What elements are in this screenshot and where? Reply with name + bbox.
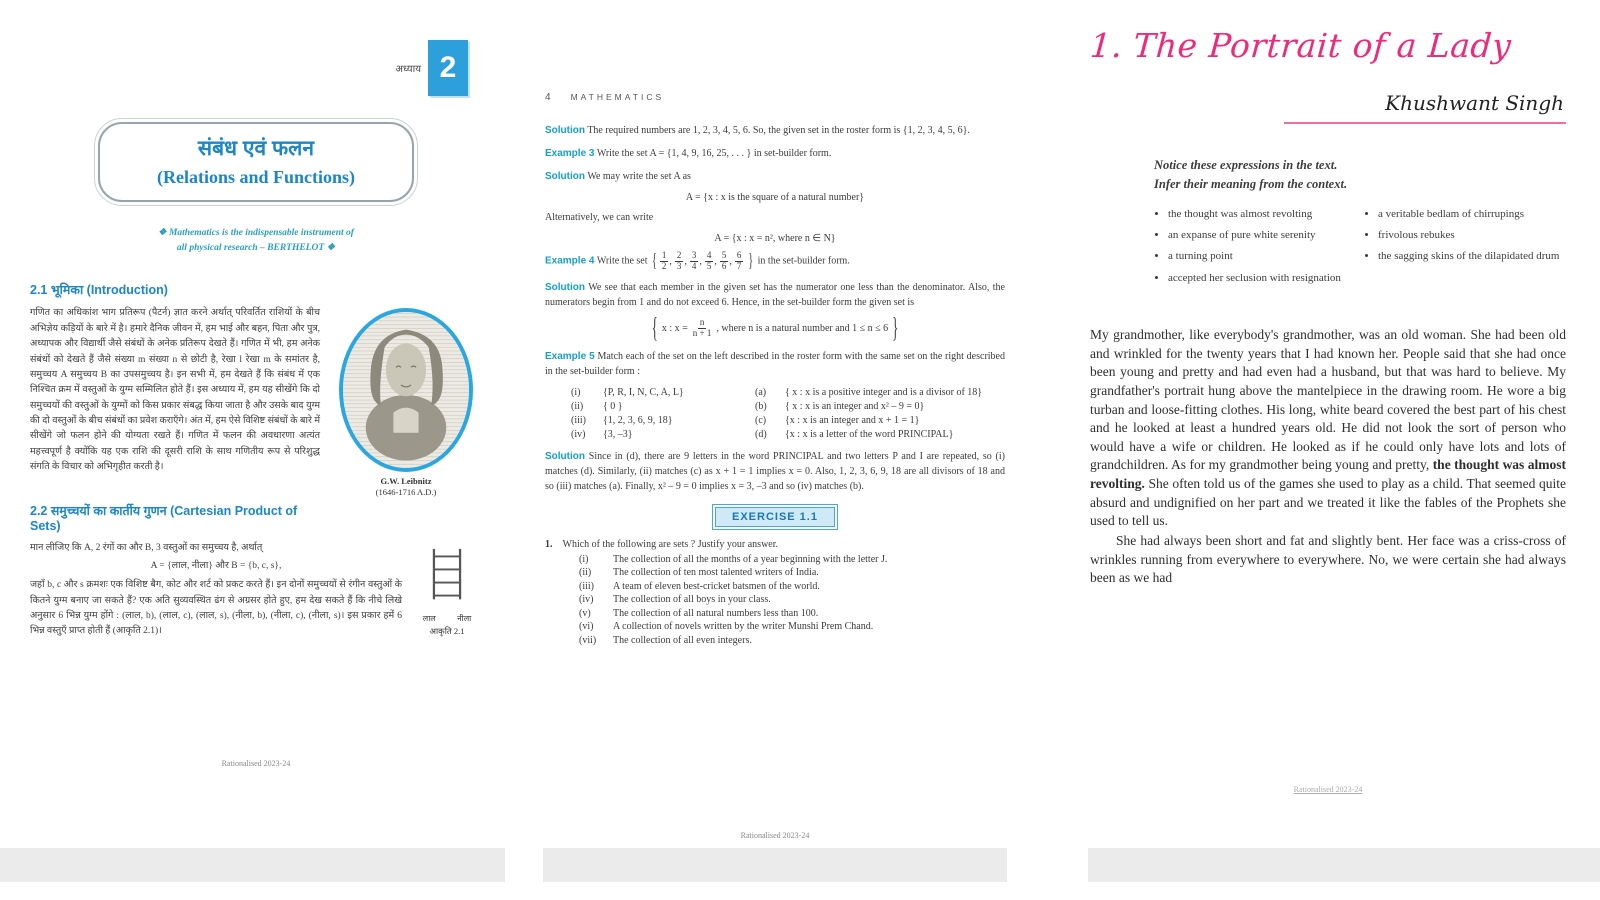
solution-3-intro — [545, 169, 1005, 184]
match-row — [571, 429, 1005, 440]
equation-lhs: x : x = — [661, 322, 688, 334]
close-brace: } — [892, 310, 899, 344]
footer-left-page: Rationalised 2023-24 — [221, 759, 291, 768]
page-hindi-maths — [30, 20, 482, 768]
expression-item: • the sagging skins of the dilapidated drum — [1378, 249, 1566, 264]
question-subitem — [579, 635, 1005, 646]
quote-line-1: ❖ Mathematics is the indispensable instrument of — [158, 228, 354, 238]
portrait-caption-name: G.W. Leibnitz — [380, 476, 432, 487]
paragraph-1-bold-phrase: the thought was almost revolting. — [1090, 457, 1566, 492]
solution-5-paragraph — [545, 449, 1005, 494]
match-letter: (d) — [755, 428, 767, 440]
chapter-title-box — [98, 122, 414, 202]
portrait-figure — [330, 308, 482, 498]
match-letter: (c) — [755, 414, 767, 426]
question-1-subitems — [579, 554, 1005, 646]
next-page-edge-middle — [543, 848, 1007, 882]
figure-label-blue: नीला — [457, 613, 472, 623]
example-4-prefix: Write the set — [596, 255, 648, 267]
solution-label: Solution — [545, 125, 585, 136]
running-head-title: MATHEMATICS — [570, 92, 665, 102]
example-4-suffix: in the set-builder form. — [757, 255, 850, 267]
example-4-line — [545, 251, 1005, 272]
figure-2-1-caption: आकृति 2.1 — [429, 625, 465, 636]
page-english-maths — [545, 92, 1005, 840]
story-paragraph-2: She had always been short and fat and slightly bent. Her face was a criss-cross of wrinkles running from everywhere to everywhere. No, we were certain she had always been as we had — [1090, 532, 1566, 586]
epigraph-quote — [30, 226, 482, 255]
question-subitem — [579, 621, 1005, 632]
story-title: 1. The Portrait of a Lady — [1088, 26, 1513, 65]
example-5-text: Match each of the set on the left described in the roster form with the same set on the right described in the set-builder form : — [545, 350, 1005, 377]
solution-label: Solution — [545, 171, 585, 182]
chapter-label: अध्याय — [395, 64, 421, 75]
story-body — [1090, 326, 1566, 588]
figure-2-1-labels — [412, 613, 482, 624]
match-roman-numeral: (i) — [571, 386, 581, 398]
example-5-match-table — [571, 387, 1005, 440]
expressions-lists — [1156, 207, 1566, 293]
fraction-denominator: n + 1 — [692, 328, 712, 339]
figure-2-1-image — [419, 545, 475, 607]
match-set-builder: {x : x is a letter of the word PRINCIPAL} — [785, 428, 954, 440]
question-subitem — [579, 554, 1005, 565]
exercise-1-1-heading: EXERCISE 1.1 — [715, 507, 835, 527]
subitem-text: A team of eleven best-cricket batsmen of the world. — [613, 580, 820, 592]
section-2-2-heading: 2.2 समुच्चयों का कार्तीय गुणन (Cartesian Product of Sets) — [30, 503, 298, 533]
fraction-numerator: n — [699, 316, 705, 327]
example-3-line — [545, 146, 1005, 161]
fraction: $\frac{2}{3}$ — [676, 250, 682, 272]
solution-label: Solution — [545, 450, 585, 462]
solution-3-text: We may write the set A as — [587, 171, 691, 182]
solution-3-equation-2: A = {x : x = n², where n ∈ N} — [714, 233, 836, 244]
chapter-title-hindi: संबंध एवं फलन — [197, 137, 315, 160]
running-header — [545, 92, 1005, 103]
subitem-numeral: (vii) — [579, 634, 597, 646]
subitem-text: The collection of all natural numbers less than 100. — [613, 607, 819, 619]
next-page-edge-right — [1088, 848, 1600, 882]
fraction: $\frac{6}{7}$ — [736, 250, 742, 272]
leibnitz-portrait-image — [339, 308, 473, 472]
solution-4-display-equation — [545, 310, 1005, 344]
fraction: $\frac{1}{2}$ — [661, 250, 667, 272]
expression-item: • the thought was almost revolting — [1168, 207, 1356, 222]
figure-2-1 — [412, 545, 482, 637]
open-brace: { — [651, 310, 658, 344]
question-subitem — [579, 581, 1005, 592]
match-roman-numeral: (ii) — [571, 400, 584, 412]
expressions-column-2 — [1366, 207, 1566, 293]
solution-3-equation-1: A = {x : x is the square of a natural number} — [685, 192, 865, 203]
cartesian-product-block — [30, 541, 482, 640]
portrait-caption-years: (1646-1716 A.D.) — [375, 487, 437, 498]
question-subitem — [579, 608, 1005, 619]
subitem-numeral: (vi) — [579, 621, 594, 633]
notice-line-2: Infer their meaning from the context. — [1154, 176, 1348, 191]
match-row — [571, 415, 1005, 426]
match-set-builder: { x : x is an integer and x² – 9 = 0} — [785, 400, 925, 412]
example-3-text: Write the set A = {1, 4, 9, 16, 25, . . . } in set-builder form. — [596, 148, 832, 159]
subitem-text: The collection of ten most talented writers of India. — [613, 567, 819, 579]
match-row — [571, 387, 1005, 398]
expression-item: • a veritable bedlam of chirrupings — [1378, 207, 1566, 222]
fraction: $\frac{4}{5}$ — [706, 250, 712, 272]
question-subitem — [579, 567, 1005, 578]
expression-item: • an expanse of pure white serenity — [1168, 228, 1356, 243]
match-roman-numeral: (iv) — [571, 428, 586, 440]
example-5-label: Example 5 — [545, 350, 595, 362]
match-set-builder: { x : x is a positive integer and is a divisor of 18} — [785, 386, 983, 398]
question-subitem — [579, 594, 1005, 605]
subitem-numeral: (v) — [579, 607, 591, 619]
subitem-numeral: (ii) — [579, 567, 592, 579]
chapter-title-english: (Relations and Functions) — [156, 167, 356, 187]
chapter-header — [30, 40, 482, 96]
solution-4-paragraph — [545, 280, 1005, 310]
match-roster-set: {1, 2, 3, 6, 9, 18} — [603, 414, 673, 426]
match-letter: (b) — [755, 400, 767, 412]
match-roster-set: {3, –3} — [603, 428, 633, 440]
introduction-block — [30, 306, 482, 498]
subitem-numeral: (iii) — [579, 580, 594, 592]
footer-middle-page: Rationalised 2023-24 — [740, 831, 810, 840]
match-roster-set: {P, R, I, N, C, A, L} — [603, 386, 684, 398]
question-number: 1. — [545, 538, 553, 550]
subitem-text: A collection of novels written by the writer Munshi Prem Chand. — [613, 621, 874, 633]
story-paragraph-1 — [1090, 326, 1566, 531]
solution-5-text: Since in (d), there are 9 letters in the word PRINCIPAL and two letters P and I are repeated, so (i) matches (d). Similarly, (ii) matches (c) as x + 1 = 1 implies x = 0. Also, 1, 2, 3, 6, 9, 18 are all divisors of 18 and so (iii) matches (a). Finally, x² – 9 = 0 implies x = 3, –3 and so (iv) matches (b). — [545, 450, 1006, 492]
question-1 — [545, 539, 1005, 550]
subitem-text: The collection of all the months of a year beginning with the letter J. — [613, 553, 888, 565]
example-5-line — [545, 349, 1005, 379]
cartesian-intro-line: मान लीजिए कि A, 2 रंगों का और B, 3 वस्तुओं का समुच्चय है, अर्थात् — [30, 542, 263, 553]
expressions-column-1 — [1156, 207, 1356, 293]
example-4-fraction-set: $\frac{1}{2}$ , $\frac{2}{3}$ , $\frac{3}{4}$ , $\frac{4}{5}$ , $\frac{5}{6}$ , $\frac{6}{7}$ — [661, 250, 742, 272]
notice-instructions — [1154, 156, 1566, 194]
chapter-number-badge: 2 — [428, 40, 468, 96]
page-english-literature — [1090, 26, 1566, 794]
match-row — [571, 401, 1005, 412]
subitem-numeral: (iv) — [579, 594, 594, 606]
author-underline-rule — [1284, 122, 1566, 124]
section-2-1-heading: 2.1 भूमिका (Introduction) — [30, 283, 168, 298]
subitem-numeral: (i) — [579, 553, 589, 565]
expression-item: • accepted her seclusion with resignation — [1168, 271, 1356, 286]
solution-label: Solution — [545, 281, 585, 293]
example-4-label: Example 4 — [545, 255, 595, 267]
close-brace: } — [748, 250, 754, 272]
notice-line-1: Notice these expressions in the text. — [1154, 158, 1338, 172]
solution-4-text: We see that each member in the given set has the numerator one less than the denominator. Also, the numerators begin from 1 and do not exceed 6. Hence, in the set-builder form the given set is — [545, 281, 1005, 308]
solution-3-alt-line: Alternatively, we can write — [545, 212, 654, 223]
author-name: Khushwant Singh — [1385, 91, 1564, 115]
quote-line-2: all physical research – BERTHELOT ❖ — [176, 242, 336, 253]
solution-2-paragraph — [545, 123, 1005, 138]
solution-2-text: The required numbers are 1, 2, 3, 4, 5, 6. So, the given set in the roster form is {1, 2, 3, 4, 5, 6}. — [587, 125, 970, 136]
question-1-text: Which of the following are sets ? Justify your answer. — [562, 538, 779, 550]
fraction: $\frac{3}{4}$ — [691, 250, 697, 272]
equation-condition: , where n is a natural number and 1 ≤ n ≤ 6 — [716, 322, 889, 334]
next-page-edge-left — [0, 848, 505, 882]
expression-item: • a turning point — [1168, 249, 1356, 264]
example-3-label: Example 3 — [545, 148, 595, 159]
fraction — [693, 318, 712, 339]
cartesian-paragraph: जहाँ b, c और s क्रमशः एक विशिष्ट बैग, कोट और शर्ट को प्रकट करते हैं। इन दोनों समुच्चयों से रंगीन वस्तुओं के कितने युग्म बनाए जा सकते हैं? एक अति सुव्यवस्थित ढंग से अग्रसर होते हुए, हम देख सकते हैं कि नीचे लिखे अनुसार 6 भिन्न युग्म होंगे : (लाल, b), (लाल, c), (लाल, s), (नीला, b), (नीला, c), (नीला, s)। इस प्रकार हमें 6 भिन्न वस्तुएँ प्राप्त होती हैं (आकृति 2.1)। — [30, 580, 402, 637]
expression-item: • frivolous rebukes — [1378, 228, 1566, 243]
fraction: $\frac{5}{6}$ — [721, 250, 727, 272]
page-number: 4 — [545, 92, 551, 103]
introduction-paragraph: गणित का अधिकांश भाग प्रतिरूप (पैटर्न) ज्ञात करने अर्थात् परिवर्तित राशियों के बीच अभिज्ञेय कड़ियों के बारे में है। हमारे दैनिक जीवन में, हम भाई और बहन, पिता और पुत्र, अध्यापक और विद्यार्थी जैसे संबंधों के अनेक प्रतिरूप देखते हैं। गणित में भी, हम अनेक संबंधों को देखते हैं जैसे संख्या m संख्या n से छोटी है, रेखा l रेखा m के समांतर है, समुच्चय A समुच्चय B का उपसमुच्चय है। इन सभी में, हम देखते हैं कि संबंध में एक निश्चित क्रम में वस्तुओं के युग्म सम्मिलित होते हैं। इस अध्याय में, हम यह सीखेंगे कि दो समुच्चयों की वस्तुओं के युग्मों को किस प्रकार संबद्ध किया जाता है और उसके बाद युग्म की दो वस्तुओं के बीच संबंधों का प्रवेश कराएँगे। अंत में, हम ऐसे विशिष्ट संबंधों के बारे में सीखेंगे जो फलन होने की योग्यता रखते हैं। गणित में फलन की अवधारणा अत्यंत महत्त्वपूर्ण है क्योंकि यह एक राशि की दूसरी राशि के साथ गणितीय रूप से परिशुद्ध संगति के विचार को अभिगृहीत करती है। — [30, 308, 320, 473]
match-roman-numeral: (iii) — [571, 414, 586, 426]
cartesian-equation: A = {लाल, नीला} और B = {b, c, s}, — [150, 560, 282, 571]
paragraph-1-text-b: She often told us of the games she used to play as a child. That seemed quite absurd and undignified on her part and we treated it like the fables of the Prophets she used to tell us. — [1090, 476, 1566, 529]
match-letter: (a) — [755, 386, 767, 398]
subitem-text: The collection of all even integers. — [613, 634, 752, 646]
figure-label-red: लाल — [422, 613, 436, 623]
subitem-text: The collection of all boys in your class. — [613, 594, 771, 606]
paragraph-1-text-a: My grandmother, like everybody's grandmother, was an old woman. She had been old and wrinkled for the twenty years that I had known her. People said that she had once been young and pretty and had even had a husband, but that was hard to believe. My grandfather's portrait hung above the mantelpiece in the drawing room. He wore a big turban and loose-fitting clothes. His long, white beard covered the best part of his chest and he looked at least a hundred years old. He did not look the sort of person who would have a wife or children. He looked as if he could only have lots and lots of grandchildren. As for my grandmother being young and pretty, — [1090, 327, 1566, 473]
match-set-builder: {x : x is an integer and x + 1 = 1} — [785, 414, 920, 426]
footer-right-page: Rationalised 2023-24 — [1293, 785, 1363, 794]
match-roster-set: { 0 } — [603, 400, 623, 412]
open-brace: { — [652, 250, 657, 272]
